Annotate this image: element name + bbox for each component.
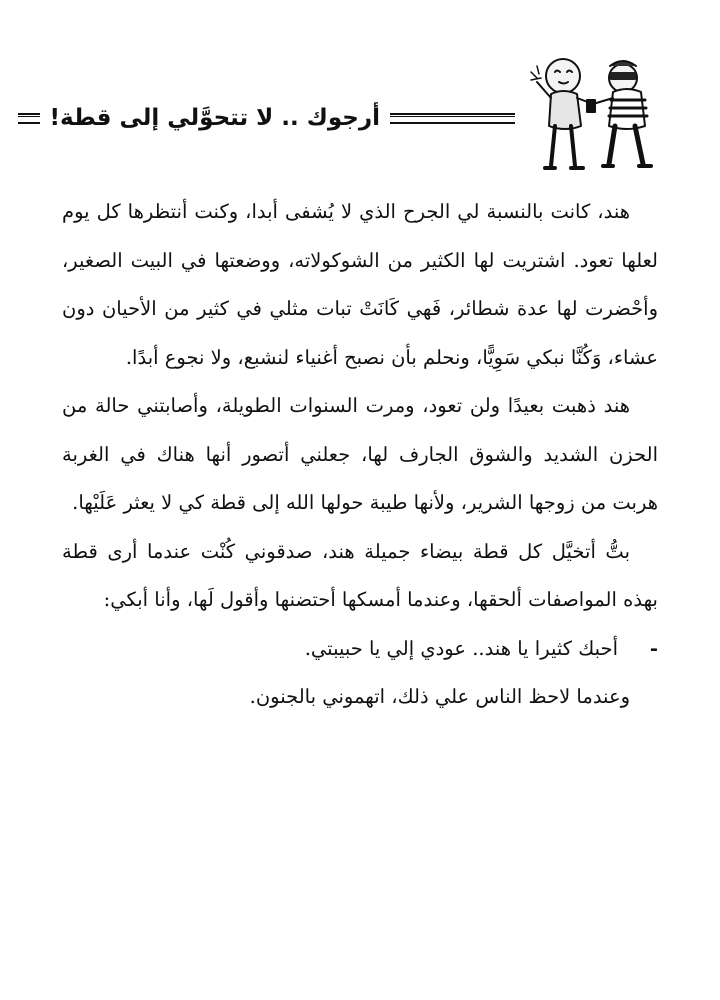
paragraph-3: بتُّ أتخيَّل كل قطة بيضاء جميلة هند، صدقوني كُنْت عندما أرى قطة بهذه المواصفات ألحقها، وعندما أمسكها أحتضنها وأقول لَها، وأنا أبكي:	[62, 539, 658, 611]
dialogue-dash: -	[649, 636, 658, 660]
title-rule-left	[18, 113, 40, 124]
paragraph-2: هند ذهبت بعيدًا ولن تعود، ومرت السنوات الطويلة، وأصابتني حالة من الحزن الشديد والشوق الجارف لها، جعلني أتصور أنها هناك في الغربة هربت من زوجها الشرير، ولأنها طيبة حولها الله إلى قطة كي لا يعثر عَلَيْها.	[62, 394, 658, 514]
title-rule-right	[390, 113, 515, 124]
thief-and-victim-cartoon-icon	[515, 48, 665, 178]
header	[50, 48, 665, 178]
dialogue-text: أحبك كثيرا يا هند.. عودي إلي يا حبيبتي.	[304, 636, 618, 660]
story-text	[62, 188, 658, 722]
paragraph-1: هند، كانت بالنسبة لي الجرح الذي لا يُشفى أبدا، وكنت أنتظرها كل يوم لعلها تعود. اشتريت لها الكثير من الشوكولاته، ووضعتها في البيت الصغير، وأحْضرت لها عدة شطائر، فَهي كَانَتْ تبات مثلي في كثير من الأحيان دون عشاء، وَكُنَّا نبكي سَوِيًّا، ونحلم بأن نصبح أغنياء لنشبع، ولا نجوع أبدًا.	[62, 200, 658, 369]
dialogue-line	[62, 625, 658, 674]
page-title: أرجوك .. لا تتحوَّلي إلى قطة!	[49, 105, 380, 131]
closing-line: وعندما لاحظ الناس علي ذلك، اتهموني بالجنون.	[249, 685, 630, 708]
title-row	[50, 100, 515, 136]
